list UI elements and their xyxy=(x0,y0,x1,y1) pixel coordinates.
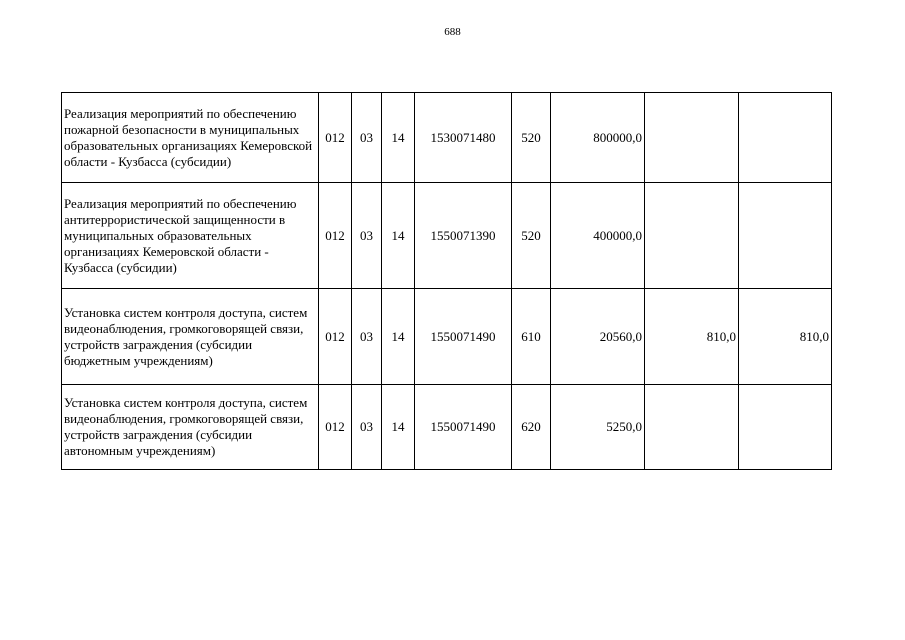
table-row xyxy=(62,385,832,470)
table-row xyxy=(62,93,832,183)
expense-type: 520 xyxy=(512,93,551,183)
section-code: 03 xyxy=(352,385,382,470)
row-name: Установка систем контроля доступа, систем видеонаблюдения, громкоговорящей связи, устройств заграждения (субсидии бюджетным учреждениям) xyxy=(62,289,319,385)
budget-table xyxy=(61,92,832,470)
subsection-code: 14 xyxy=(382,93,415,183)
subsection-code: 14 xyxy=(382,289,415,385)
amount-year-3 xyxy=(739,93,832,183)
amount-year-2: 810,0 xyxy=(645,289,739,385)
table-row xyxy=(62,183,832,289)
expense-type: 520 xyxy=(512,183,551,289)
row-name: Реализация мероприятий по обеспечению антитеррористической защищенности в муниципальных образовательных организациях Кемеровской области - Кузбасса (субсидии) xyxy=(62,183,319,289)
target-article: 1550071490 xyxy=(415,385,512,470)
amount-year-2 xyxy=(645,385,739,470)
amount-year-1: 5250,0 xyxy=(551,385,645,470)
ministry-code: 012 xyxy=(319,183,352,289)
amount-year-3 xyxy=(739,385,832,470)
section-code: 03 xyxy=(352,93,382,183)
amount-year-2 xyxy=(645,183,739,289)
target-article: 1550071490 xyxy=(415,289,512,385)
section-code: 03 xyxy=(352,183,382,289)
row-name: Установка систем контроля доступа, систем видеонаблюдения, громкоговорящей связи, устройств заграждения (субсидии автономным учреждениям) xyxy=(62,385,319,470)
subsection-code: 14 xyxy=(382,385,415,470)
section-code: 03 xyxy=(352,289,382,385)
target-article: 1550071390 xyxy=(415,183,512,289)
expense-type: 620 xyxy=(512,385,551,470)
page-number: 688 xyxy=(444,26,461,38)
target-article: 1530071480 xyxy=(415,93,512,183)
ministry-code: 012 xyxy=(319,93,352,183)
ministry-code: 012 xyxy=(319,289,352,385)
amount-year-3 xyxy=(739,183,832,289)
expense-type: 610 xyxy=(512,289,551,385)
amount-year-2 xyxy=(645,93,739,183)
table-row xyxy=(62,289,832,385)
amount-year-1: 20560,0 xyxy=(551,289,645,385)
amount-year-1: 400000,0 xyxy=(551,183,645,289)
ministry-code: 012 xyxy=(319,385,352,470)
amount-year-1: 800000,0 xyxy=(551,93,645,183)
row-name: Реализация мероприятий по обеспечению пожарной безопасности в муниципальных образовательных организациях Кемеровской области - Кузбасса (субсидии) xyxy=(62,93,319,183)
subsection-code: 14 xyxy=(382,183,415,289)
amount-year-3: 810,0 xyxy=(739,289,832,385)
